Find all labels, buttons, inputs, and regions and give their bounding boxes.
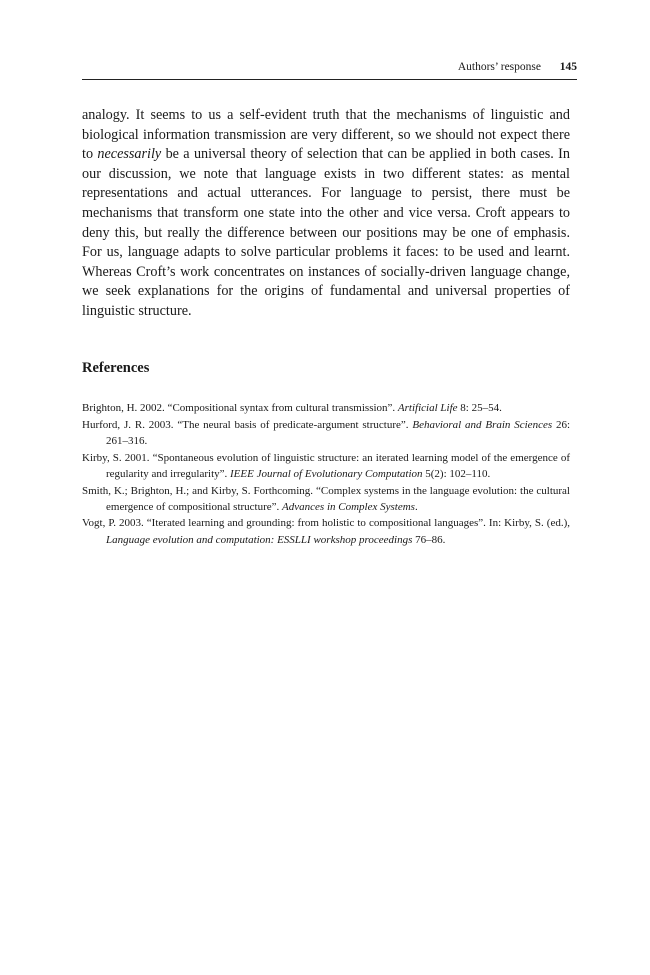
reference-journal: Advances in Complex Systems xyxy=(282,500,415,513)
reference-details: 76–86. xyxy=(412,533,446,546)
reference-item xyxy=(82,400,570,416)
reference-journal: IEEE Journal of Evolutionary Computation xyxy=(230,467,423,480)
reference-details: . xyxy=(414,500,418,513)
reference-item xyxy=(82,515,570,547)
reference-details: 26: 261–316. xyxy=(106,418,571,447)
reference-text: Hurford, J. R. 2003. “The neural basis of predicate-argument structure”. xyxy=(82,418,413,431)
reference-item xyxy=(82,450,570,482)
references-heading: References xyxy=(82,360,150,376)
paragraph-emphasis: necessarily xyxy=(97,146,162,163)
running-title: Authors’ response xyxy=(457,61,541,73)
reference-text: Brighton, H. 2002. “Compositional syntax from cultural transmission”. xyxy=(82,402,398,414)
reference-details: 5(2): 102–110. xyxy=(422,467,491,480)
references-list xyxy=(82,400,570,548)
page-number: 145 xyxy=(559,61,577,73)
reference-journal: Artificial Life xyxy=(397,402,458,414)
body-paragraph xyxy=(82,106,570,322)
reference-details: 8: 25–54. xyxy=(457,402,502,414)
reference-text: Smith, K.; Brighton, H.; and Kirby, S. Forthcoming. “Complex systems in the language evolution: the cultural emergence of compositional structure”. xyxy=(82,484,570,513)
reference-text: Vogt, P. 2003. “Iterated learning and grounding: from holistic to compositional languages”. In: Kirby, S. (ed.), xyxy=(82,517,570,530)
reference-journal: Behavioral and Brain Sciences xyxy=(412,418,553,431)
reference-item xyxy=(82,417,570,449)
reference-text: Kirby, S. 2001. “Spontaneous evolution of linguistic structure: an iterated learning model of the emergence of regularity and irregularity”. xyxy=(82,451,570,480)
running-header xyxy=(82,59,577,80)
paragraph-text-after: be a universal theory of selection that can be applied in both cases. In our discussion, we note that language exists in two different states: as mental representations and actual utterances. For language to persist, there must be mechanisms that transform one state into the other and vice versa. Croft appears to deny this, but really the difference between our positions may be one of emphasis. For us, language adapts to solve particular problems it faces: to be used and learnt. Whereas Croft’s work concentrates on instances of socially-driven language change, we seek explanations for the origins of fundamental and universal properties of linguistic structure. xyxy=(82,146,570,319)
paragraph-text-before: analogy. It seems to us a self-evident truth that the mechanisms of linguistic and biological information transmission are very different, so we should not expect there to xyxy=(82,107,570,163)
body-text xyxy=(82,106,570,322)
reference-journal: Language evolution and computation: ESSLLI workshop proceedings xyxy=(106,533,413,546)
reference-item xyxy=(82,483,570,515)
